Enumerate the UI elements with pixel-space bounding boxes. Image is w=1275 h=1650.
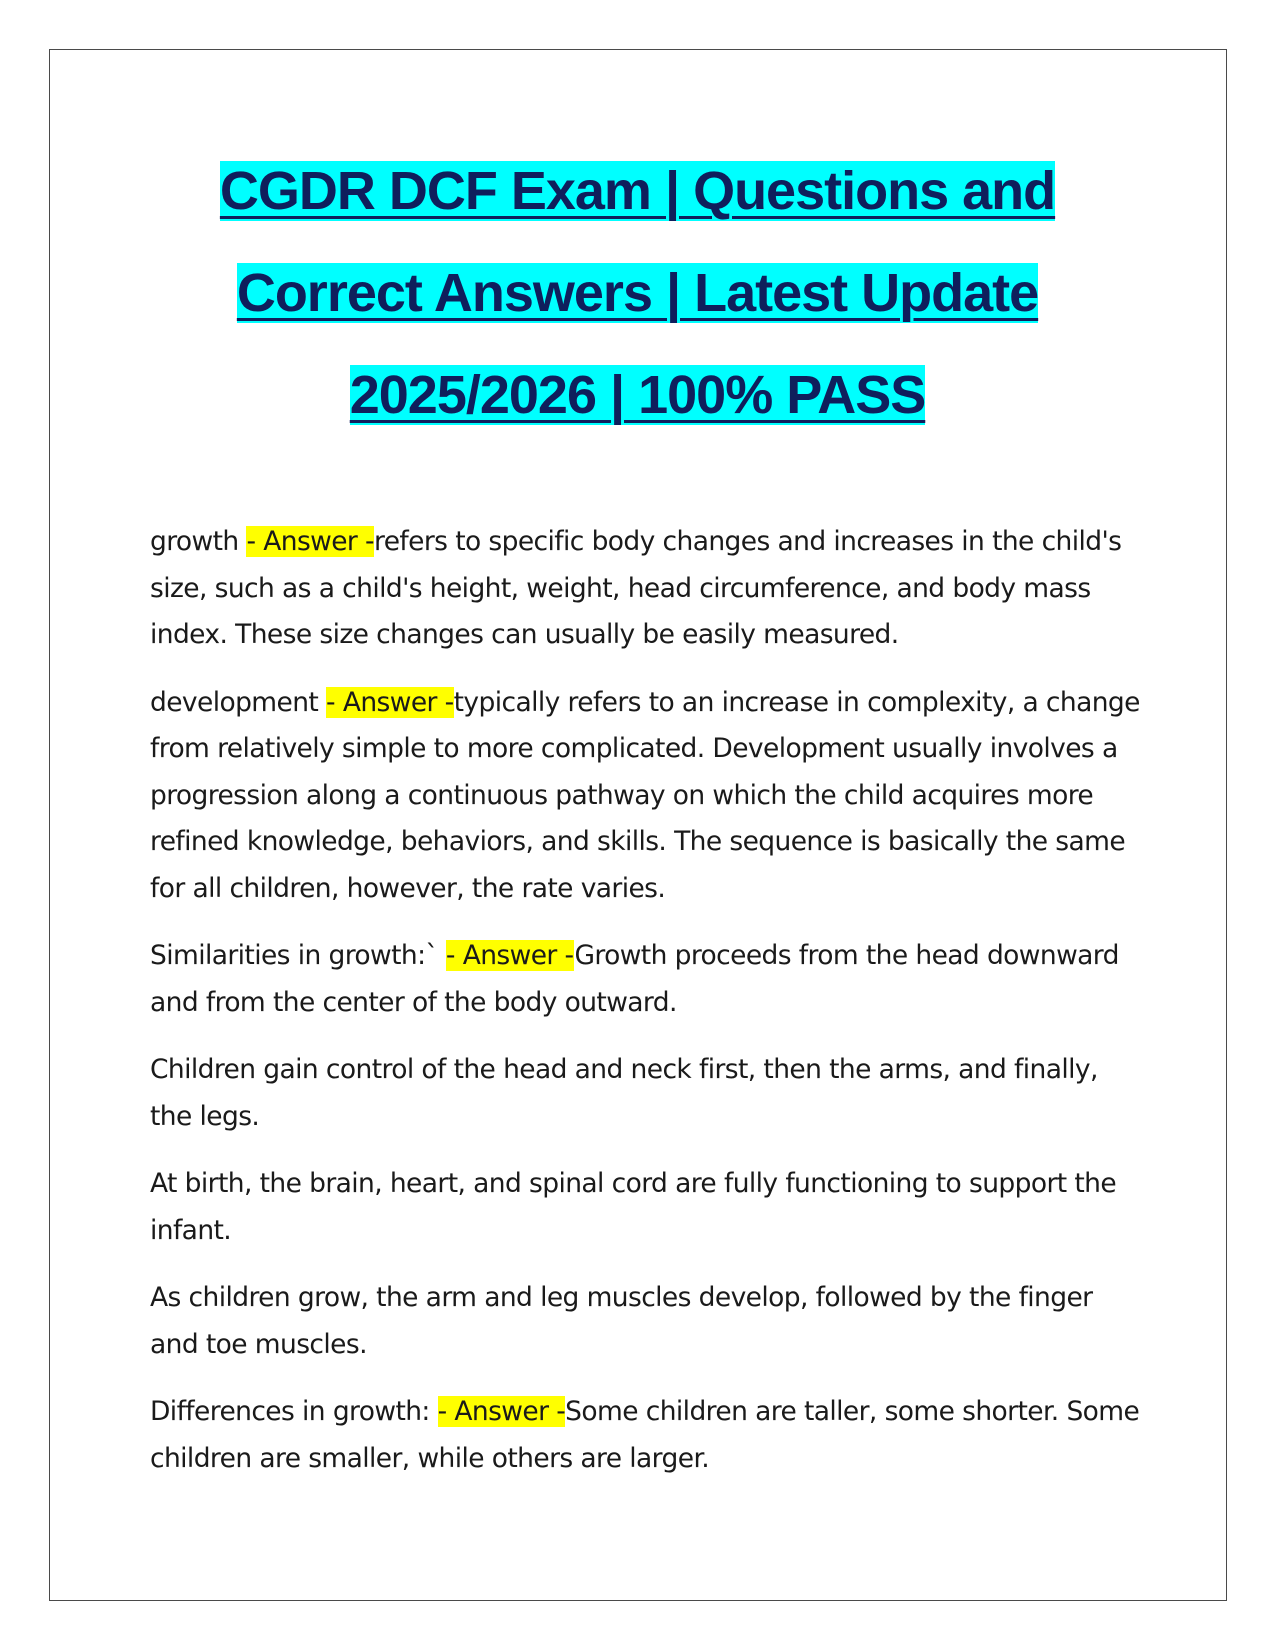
document-title bbox=[100, 140, 1175, 446]
answer-text: refers to specific body changes and increases in the child's size, such as a child's height, weight, head circumference, and body mass index. These size changes can usually be easily measured. bbox=[150, 526, 1122, 650]
answer-marker: - Answer - bbox=[326, 686, 454, 718]
title-line-2: Correct Answers | Latest Update bbox=[236, 263, 1039, 323]
term: development bbox=[150, 686, 327, 718]
title-line-3: 2025/2026 | 100% PASS bbox=[349, 365, 926, 425]
term: growth bbox=[150, 526, 247, 557]
qa-entry-differences bbox=[150, 1389, 1140, 1482]
qa-entry-development bbox=[150, 680, 1140, 913]
title-line-1: CGDR DCF Exam | Questions and bbox=[219, 161, 1056, 221]
paragraph-head-control: Children gain control of the head and neck first, then the arms, and finally, the legs. bbox=[150, 1054, 1098, 1132]
qa-content bbox=[150, 519, 1140, 1503]
answer-text: Growth proceeds from the head downward and from the center of the body outward. bbox=[150, 940, 1119, 1018]
answer-marker: - Answer - bbox=[437, 1396, 566, 1427]
answer-text: typically refers to an increase in complexity, a change from relatively simple to more complicated. Development usually involves a progression along a continuous pathway on which the child acquires more refined knowledge, behaviors, and skills. The sequence is basically the same for all children, however, the rate varies. bbox=[150, 686, 1140, 904]
answer-marker: - Answer - bbox=[445, 940, 575, 971]
paragraph-birth-organs: At birth, the brain, heart, and spinal cord are fully functioning to support the infant. bbox=[150, 1168, 1117, 1246]
qa-entry-similarities bbox=[150, 933, 1140, 1026]
qa-entry-growth bbox=[150, 519, 1140, 659]
answer-text: Some children are taller, some shorter. Some children are smaller, while others are larger. bbox=[150, 1396, 1140, 1474]
answer-marker: - Answer - bbox=[246, 526, 375, 557]
term: Similarities in growth:` bbox=[150, 940, 446, 971]
paragraph-muscles: As children grow, the arm and leg muscles develop, followed by the finger and toe muscles. bbox=[150, 1282, 1093, 1360]
term: Differences in growth: bbox=[150, 1396, 438, 1427]
